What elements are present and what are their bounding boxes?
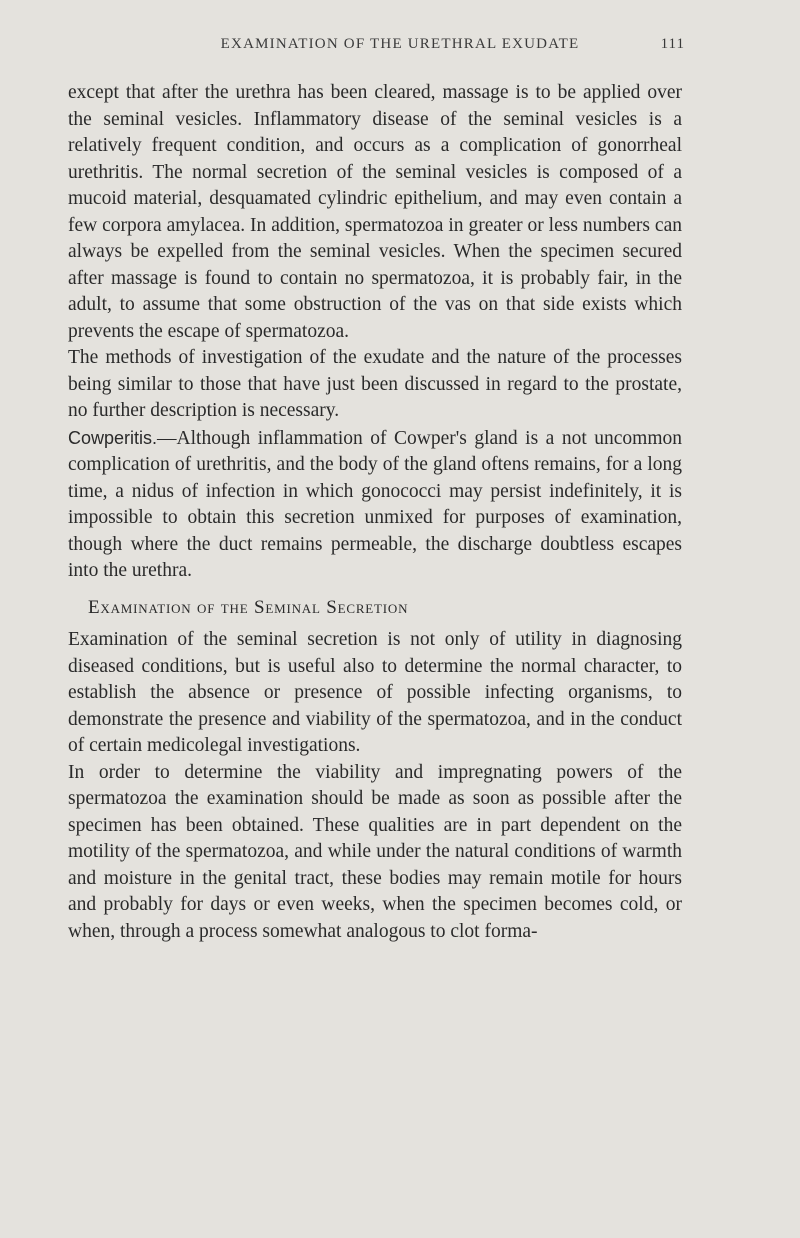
paragraph-seminal-vesicles: except that after the urethra has been cleared, massage is to be applied over the seminal vesicles. Inflammatory disease of the seminal vesicles is a relatively frequent condition, and occurs as a complication of gonorrheal urethritis. The normal secretion of the seminal vesicles is composed of a mucoid material, desquamated cylindric epithelium, and may even contain a few corpora amylacea. In addition, spermatozoa in greater or less numbers can always be expelled from the seminal vesicles. When the specimen secured after massage is found to contain no spermatozoa, it is probably fair, in the adult, to assume that some obstruction of the vas on that side exists which prevents the escape of spermatozoa.: [68, 82, 682, 342]
paragraph-cowperitis: [68, 425, 682, 585]
paragraph-cowperitis-text: —Although inflammation of Cowper's gland is a not uncommon complication of urethritis, and the body of the gland oftens remains, for a long time, a nidus of infection in which gonococci may persist indefinitely, it is impossible to obtain this secretion unmixed for purposes of examination, though where the duct remains permeable, the discharge doubtless escapes into the urethra.: [68, 427, 682, 581]
paragraph-seminal-examination: Examination of the seminal secretion is not only of utility in diagnosing diseased conditions, but is useful also to determine the normal character, to establish the absence or presence of possible infecting organisms, to demonstrate the presence and viability of the spermatozoa, and in the conduct of certain medicolegal investigations.: [68, 629, 682, 756]
section-title: Examination of the Seminal Secretion: [88, 596, 409, 618]
paragraph-viability: In order to determine the viability and impregnating powers of the spermatozoa the examination should be made as soon as possible after the specimen has been obtained. These qualities are in part dependent on the motility of the spermatozoa, and while under the natural conditions of warmth and moisture in the genital tract, these bodies may remain motile for hours and probably for days or even weeks, when the specimen becomes cold, or when, through a process somewhat analogous to clot forma-: [68, 761, 682, 942]
body-text: [68, 80, 682, 945]
paragraph-methods: The methods of investigation of the exudate and the nature of the processes being similar to those that have just been discussed in regard to the prostate, no further description is necessary.: [68, 347, 682, 421]
running-header: EXAMINATION OF THE URETHRAL EXUDATE: [220, 36, 580, 52]
page-number: 111: [660, 36, 685, 52]
run-in-heading-cowperitis: Cowperitis.: [68, 427, 158, 448]
